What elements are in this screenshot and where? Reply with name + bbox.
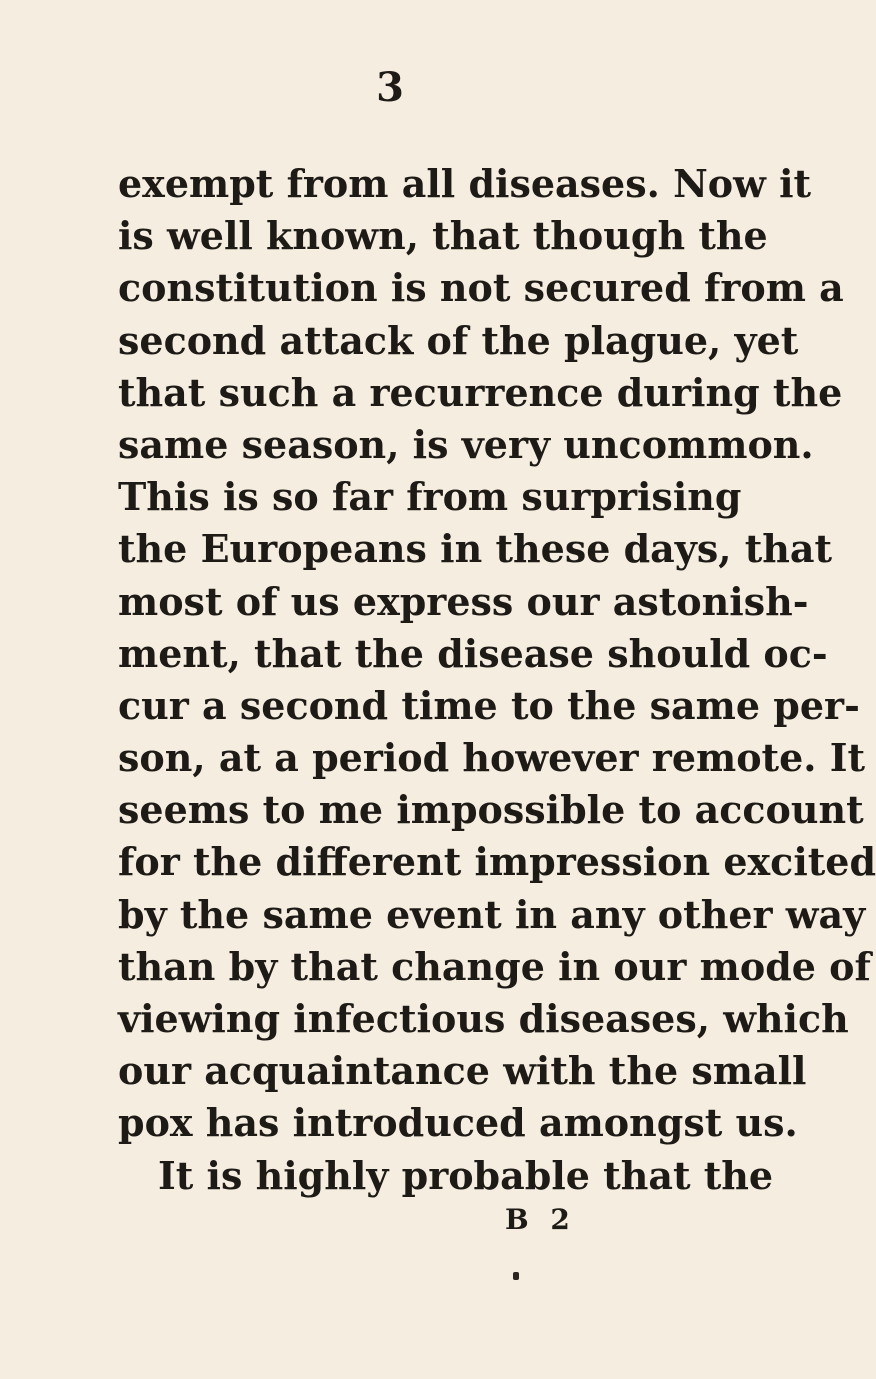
text-line: that such a recurrence during the [118, 369, 843, 415]
text-line: second attack of the plague, yet [118, 317, 799, 363]
text-line: pox has introduced amongst us. [118, 1100, 798, 1146]
text-line: son, at a period however remote. It [118, 735, 866, 781]
text-line: exempt from all diseases. Now it [118, 161, 812, 206]
text-line: same season, is very uncommon. [118, 421, 814, 467]
text-line: than by that change in our mode of [118, 943, 871, 989]
page-number: 3 [376, 64, 404, 111]
text-line: is well known, that though the [118, 213, 768, 259]
printer-signature-mark: B 2 [505, 1203, 576, 1236]
ink-dot [513, 1272, 519, 1280]
text-line: cur a second time to the same per- [118, 682, 860, 728]
body-text [118, 158, 876, 1202]
text-line: most of us express our astonish- [118, 578, 809, 624]
text-line: This is so far from surprising [118, 474, 742, 520]
text-line: constitution is not secured from a [118, 265, 844, 311]
text-line: seems to me impossible to account [118, 787, 864, 833]
text-line: by the same event in any other way [118, 891, 866, 937]
text-line: viewing infectious diseases, which [118, 996, 849, 1041]
text-line-indented: It is highly probable that the [158, 1152, 774, 1198]
text-line: ment, that the disease should oc- [118, 630, 828, 676]
text-line: our acquaintance with the small [118, 1048, 807, 1094]
text-line: the Europeans in these days, that [118, 526, 833, 572]
text-line: for the different impression excited [118, 839, 876, 885]
